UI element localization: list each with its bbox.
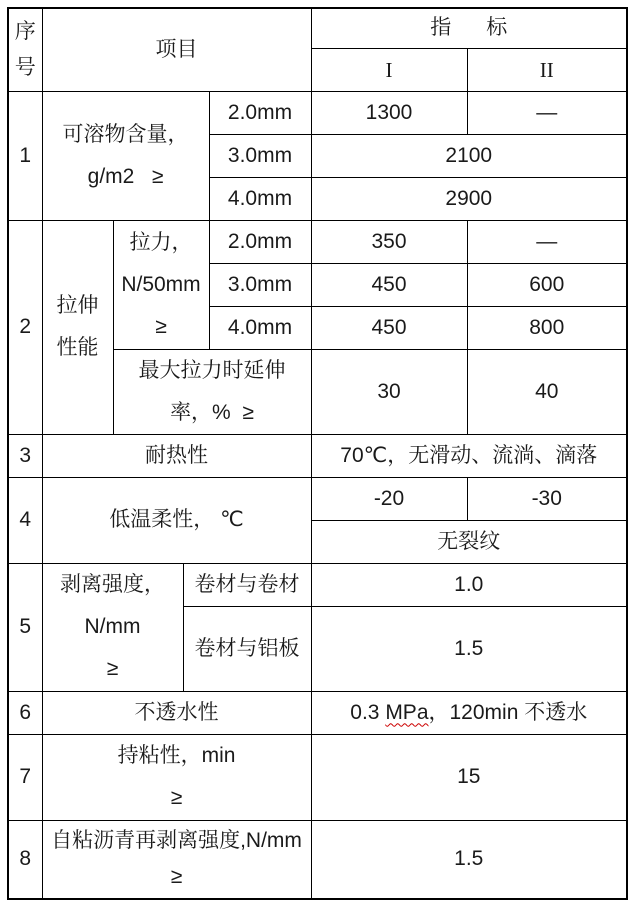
row1-merged-value-cell	[311, 134, 627, 177]
value: 40	[535, 379, 559, 403]
row4-item-label: 低温柔性， ℃	[109, 508, 244, 531]
thickness-label: 4.0mm	[227, 315, 293, 339]
row1-sub0	[8, 91, 627, 134]
row3	[8, 434, 627, 477]
row4-number-cell	[8, 477, 42, 563]
force-line1: 拉力，	[129, 230, 193, 254]
row4-grade2-value-cell	[467, 477, 627, 520]
row7-number-cell	[8, 734, 42, 820]
value	[312, 692, 627, 734]
row4-item-cell	[42, 477, 311, 563]
row2-thickness-cell	[209, 263, 311, 306]
row5-value-cell	[311, 563, 627, 606]
row3-item-label: 耐热性	[145, 443, 208, 467]
row6-value-cell	[311, 691, 627, 734]
grade-1-label: I	[385, 57, 393, 82]
grade-1-header-cell	[311, 48, 467, 91]
row5-sub0	[8, 563, 627, 606]
row2-number: 2	[19, 315, 32, 338]
value: 450	[371, 315, 407, 339]
row1-thickness-cell	[209, 134, 311, 177]
row5-item-line1: 剥离强度，	[60, 573, 165, 596]
value-suffix: ，120min 不透水	[428, 700, 588, 724]
value: 2900	[445, 186, 493, 210]
row7	[8, 734, 627, 820]
pair-label: 卷材与卷材	[194, 572, 300, 596]
header-row-1	[8, 8, 627, 48]
grade-2-label: II	[539, 57, 554, 82]
value: -20	[373, 486, 405, 510]
row2-grade2-value-cell	[467, 306, 627, 349]
row2-force-cell	[113, 220, 209, 349]
row7-value-cell	[311, 734, 627, 820]
row1-number: 1	[19, 143, 32, 167]
value: 15	[457, 765, 481, 788]
value: 1.5	[454, 636, 484, 660]
row2-grade1-value-cell	[311, 263, 467, 306]
value: 600	[529, 272, 565, 296]
row1-number-cell	[8, 91, 42, 220]
row3-number: 3	[19, 443, 32, 467]
row2-grade2-value-cell	[467, 263, 627, 306]
row2-elongation-grade2-cell	[467, 349, 627, 434]
row5-number-cell	[8, 563, 42, 691]
gte-symbol: ≥	[155, 314, 167, 338]
row8-item-line1: 自粘沥青再剥离强度,N/mm	[51, 829, 302, 853]
mpa-spellcheck-underline: MPa	[385, 700, 429, 724]
row2-sub0	[8, 220, 627, 263]
item-header-label: 项目	[155, 37, 198, 61]
index-header-cell	[311, 8, 627, 48]
seq-header-line1: 序	[14, 19, 36, 43]
row4-merged-value-cell	[311, 520, 627, 563]
row2-grade2-value-cell	[467, 220, 627, 263]
value: 350	[371, 229, 407, 253]
item-header-cell	[42, 8, 311, 91]
gte-symbol: ≥	[170, 865, 183, 889]
row1-grade2-value-cell	[467, 91, 627, 134]
row4-sub0	[8, 477, 627, 520]
row1-thickness-cell	[209, 177, 311, 220]
row2-thickness-cell	[209, 220, 311, 263]
gte-symbol: ≥	[170, 786, 183, 809]
row8-number: 8	[19, 847, 32, 871]
row3-item-cell	[42, 434, 311, 477]
thickness-label: 3.0mm	[227, 272, 293, 296]
row3-number-cell	[8, 434, 42, 477]
row5-pair-cell	[183, 563, 311, 606]
seq-header-cell	[8, 8, 42, 91]
row1-grade1-value-cell	[311, 91, 467, 134]
row5-value-cell	[311, 606, 627, 691]
row7-item-cell	[42, 734, 311, 820]
value: 2100	[445, 143, 493, 167]
row4-number: 4	[19, 508, 32, 531]
row1-item-line1: 可溶物含量，	[62, 122, 189, 146]
thickness-label: 3.0mm	[227, 143, 293, 167]
row6-number-cell	[8, 691, 42, 734]
thickness-label: 2.0mm	[227, 100, 293, 124]
dash-value: —	[536, 100, 558, 124]
row1-item-cell	[42, 91, 209, 220]
row6	[8, 691, 627, 734]
elongation-line2: 率，% ≥	[170, 400, 254, 424]
row6-number: 6	[19, 700, 32, 724]
row8-value-cell	[311, 820, 627, 899]
row2-number-cell	[8, 220, 42, 434]
row2-item-cell	[42, 220, 113, 434]
row6-item-cell	[42, 691, 311, 734]
index-header-label: 指 标	[430, 16, 508, 40]
thickness-label: 4.0mm	[227, 186, 293, 210]
row3-value-cell	[311, 434, 627, 477]
elongation-line1: 最大拉力时延伸	[138, 358, 286, 382]
row2-thickness-cell	[209, 306, 311, 349]
row2-item-line1: 拉伸	[56, 294, 99, 317]
value: 30	[377, 379, 401, 403]
value: 1.5	[454, 847, 484, 871]
row8-item-cell	[42, 820, 311, 899]
grade-2-header-cell	[467, 48, 627, 91]
row7-item-line1: 持粘性，min	[117, 744, 236, 767]
value: 无裂纹	[437, 529, 501, 553]
row1-thickness-cell	[209, 91, 311, 134]
dash-value: —	[536, 229, 558, 253]
row2-grade1-value-cell	[311, 306, 467, 349]
row5-item-cell	[42, 563, 183, 691]
value: 800	[529, 315, 565, 339]
row2-grade1-value-cell	[311, 220, 467, 263]
row7-number: 7	[19, 765, 32, 788]
value: 450	[371, 272, 407, 296]
row2-elongation-grade1-cell	[311, 349, 467, 434]
thickness-label: 2.0mm	[227, 229, 293, 253]
seq-header-line2: 号	[14, 55, 36, 79]
row2-item-line2: 性能	[56, 336, 99, 359]
row2-elongation-cell	[113, 349, 311, 434]
row5-item-line2: N/mm	[84, 615, 141, 638]
value: -30	[531, 486, 562, 510]
force-line2: N/50mm	[121, 272, 201, 296]
row5-pair-cell	[183, 606, 311, 691]
pair-label: 卷材与铝板	[194, 636, 300, 660]
value: 70℃，无滑动、流淌、滴落	[340, 443, 598, 467]
value-prefix: 0.3	[350, 700, 386, 724]
gte-symbol: ≥	[106, 657, 119, 680]
row1-merged-value-cell	[311, 177, 627, 220]
row1-item-line2: g/m2 ≥	[87, 164, 164, 188]
row5-number: 5	[19, 615, 32, 638]
value: 1.0	[454, 572, 484, 596]
row8-number-cell	[8, 820, 42, 899]
spec-table	[7, 7, 628, 900]
row8	[8, 820, 627, 899]
row6-item-label: 不透水性	[134, 700, 219, 724]
value: 1300	[365, 100, 413, 124]
row4-grade1-value-cell	[311, 477, 467, 520]
